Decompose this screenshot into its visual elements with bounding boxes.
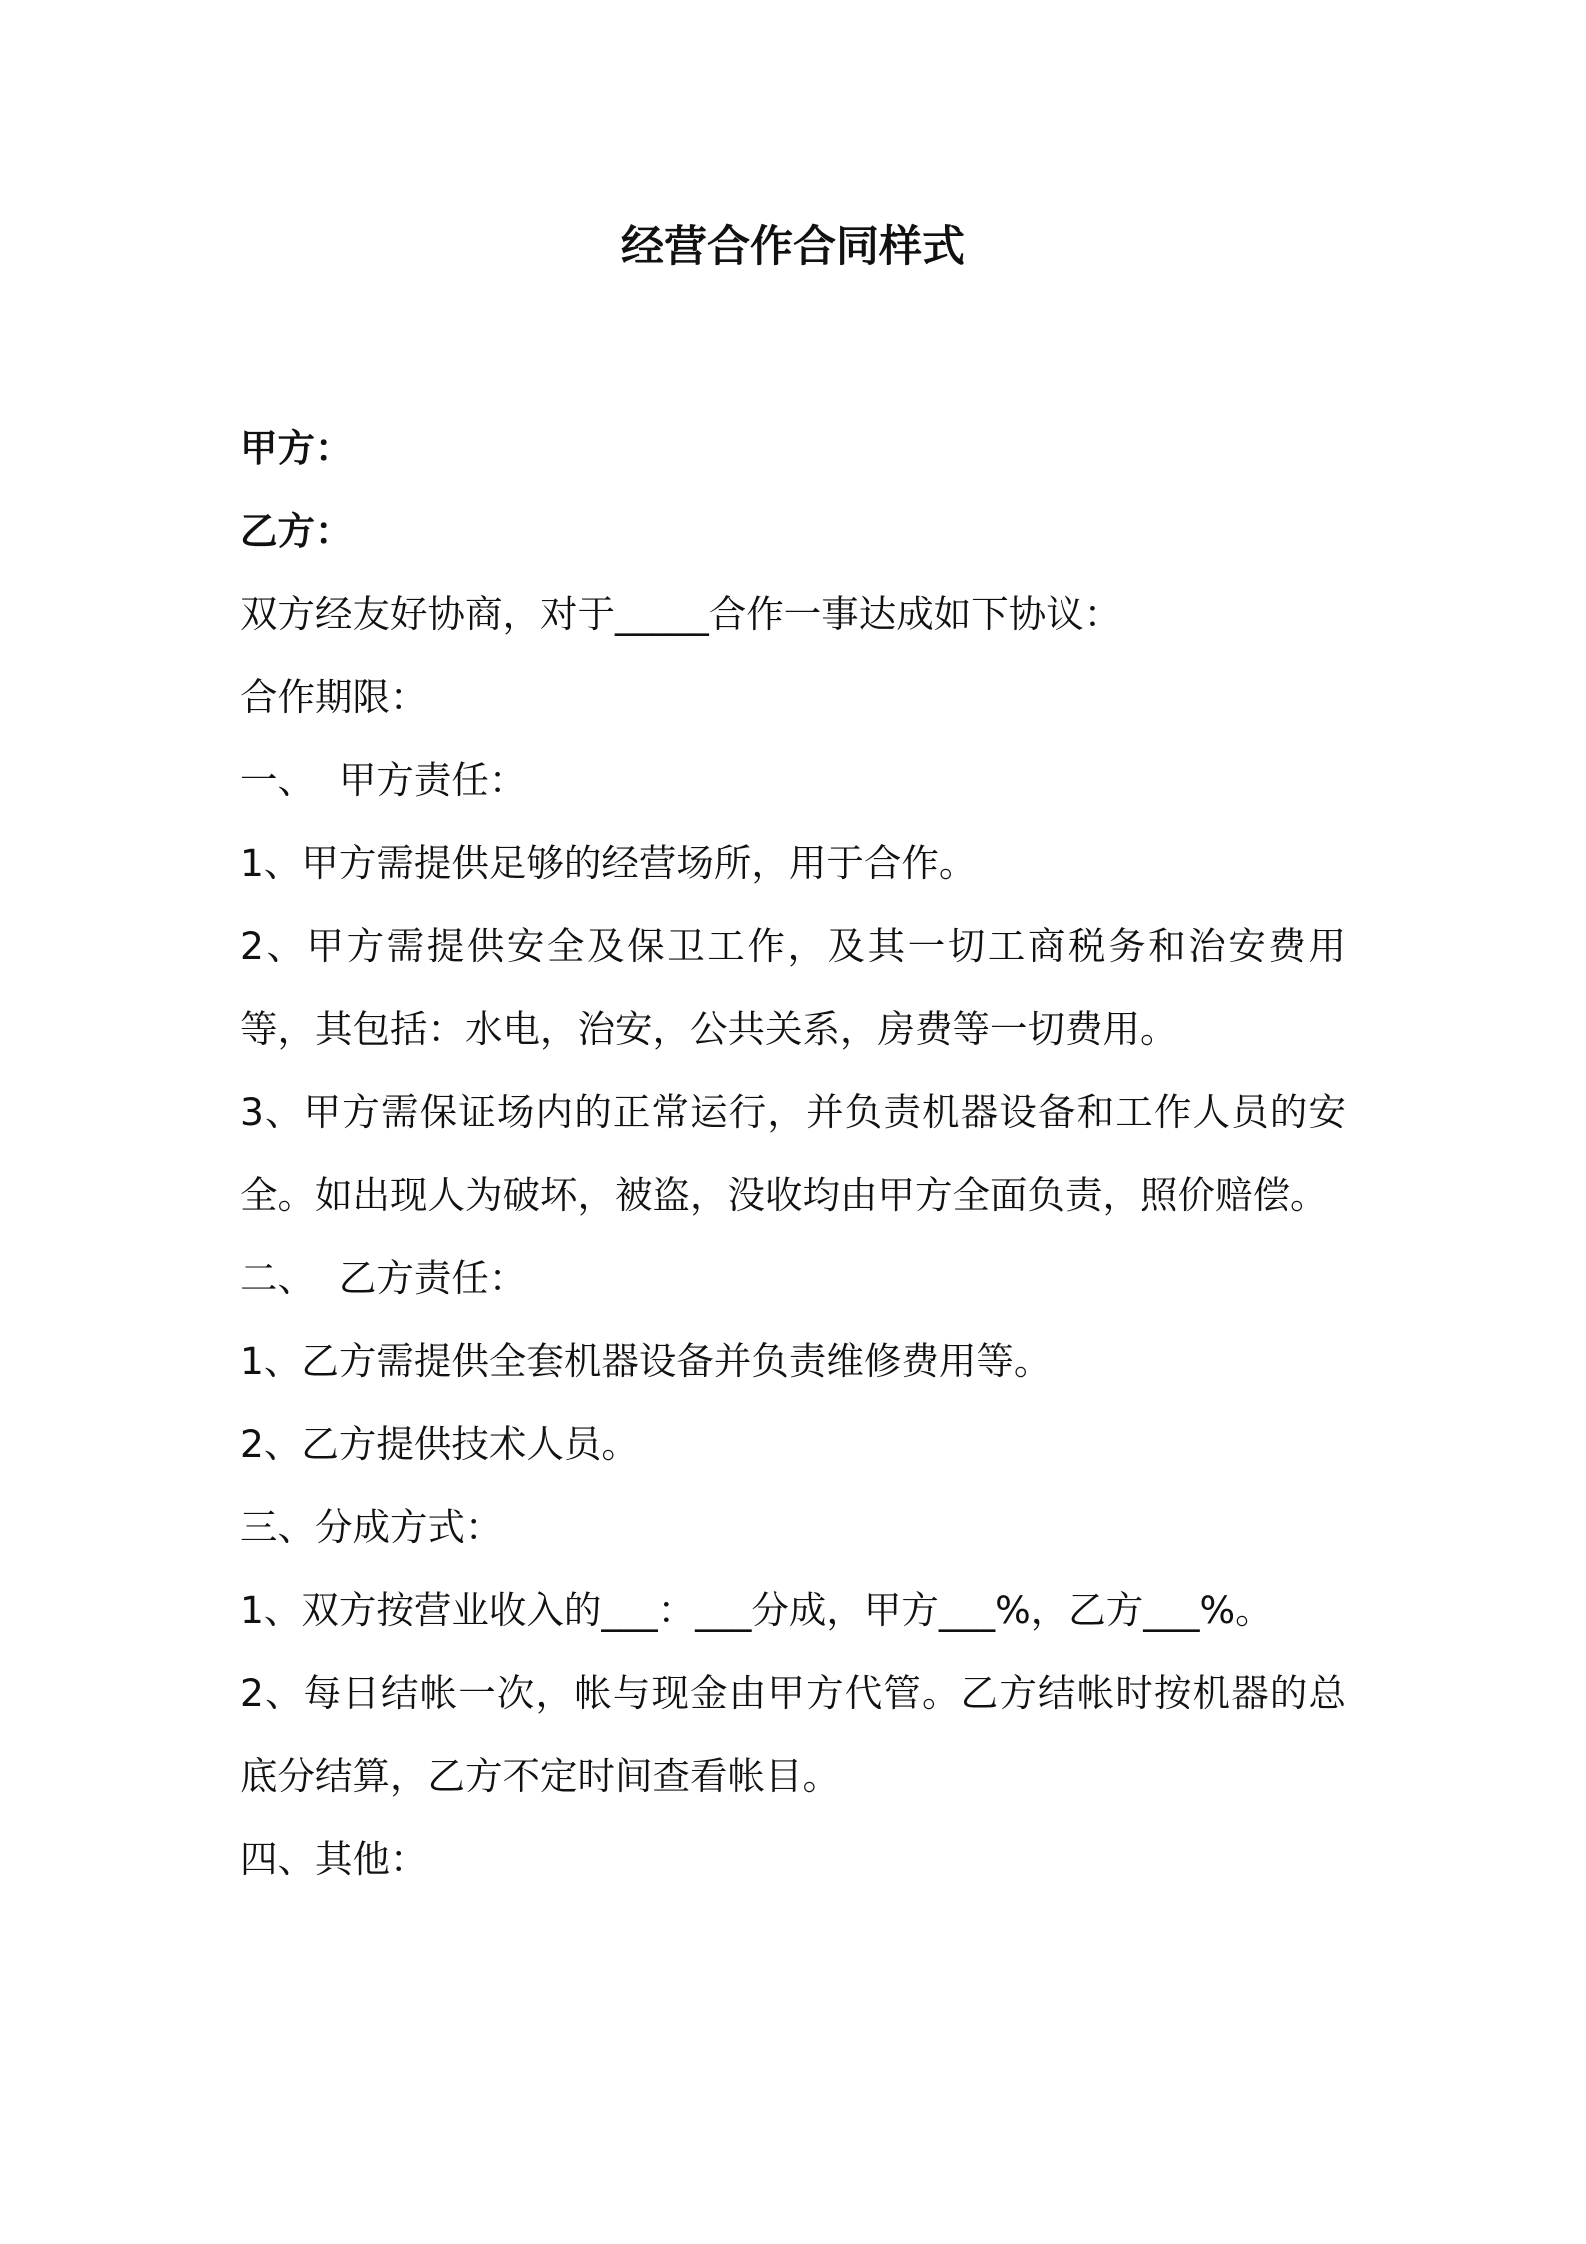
- section-3-heading: 三、分成方式：: [240, 1505, 503, 1549]
- section-3-item-1: 1、双方按营业收入的___：___分成，甲方___%，乙方___%。: [240, 1588, 1273, 1632]
- section-2-item-1: 1、乙方需提供全套机器设备并负责维修费用等。: [240, 1339, 1052, 1383]
- section-1-heading: 一、 甲方责任：: [240, 758, 527, 802]
- party-a-line: 甲方：: [240, 426, 353, 470]
- section-1-item-1: 1、甲方需提供足够的经营场所，用于合作。: [240, 841, 977, 885]
- document-title: 经营合作合同样式: [621, 222, 965, 272]
- section-2-heading: 二、 乙方责任：: [240, 1256, 527, 1300]
- section-3-item-2: 2、每日结帐一次，帐与现金由甲方代管。乙方结帐时按机器的总底分结算，乙方不定时间查看帐目。: [240, 1671, 1346, 1798]
- section-2-item-2: 2、乙方提供技术人员。: [240, 1422, 639, 1466]
- section-1-item-3: 3、甲方需保证场内的正常运行，并负责机器设备和工作人员的安全。如出现人为破坏，被盗，没收均由甲方全面负责，照价赔偿。: [240, 1090, 1346, 1217]
- section-4-heading: 四、其他：: [240, 1837, 428, 1881]
- document-body: [240, 407, 1346, 1901]
- intro-paragraph: 双方经友好协商，对于_____合作一事达成如下协议：: [240, 592, 1122, 636]
- party-b-line: 乙方：: [240, 509, 353, 553]
- section-1-item-2: 2、甲方需提供安全及保卫工作，及其一切工商税务和治安费用等，其包括：水电，治安，公共关系，房费等一切费用。: [240, 924, 1346, 1051]
- term-line: 合作期限：: [240, 675, 428, 719]
